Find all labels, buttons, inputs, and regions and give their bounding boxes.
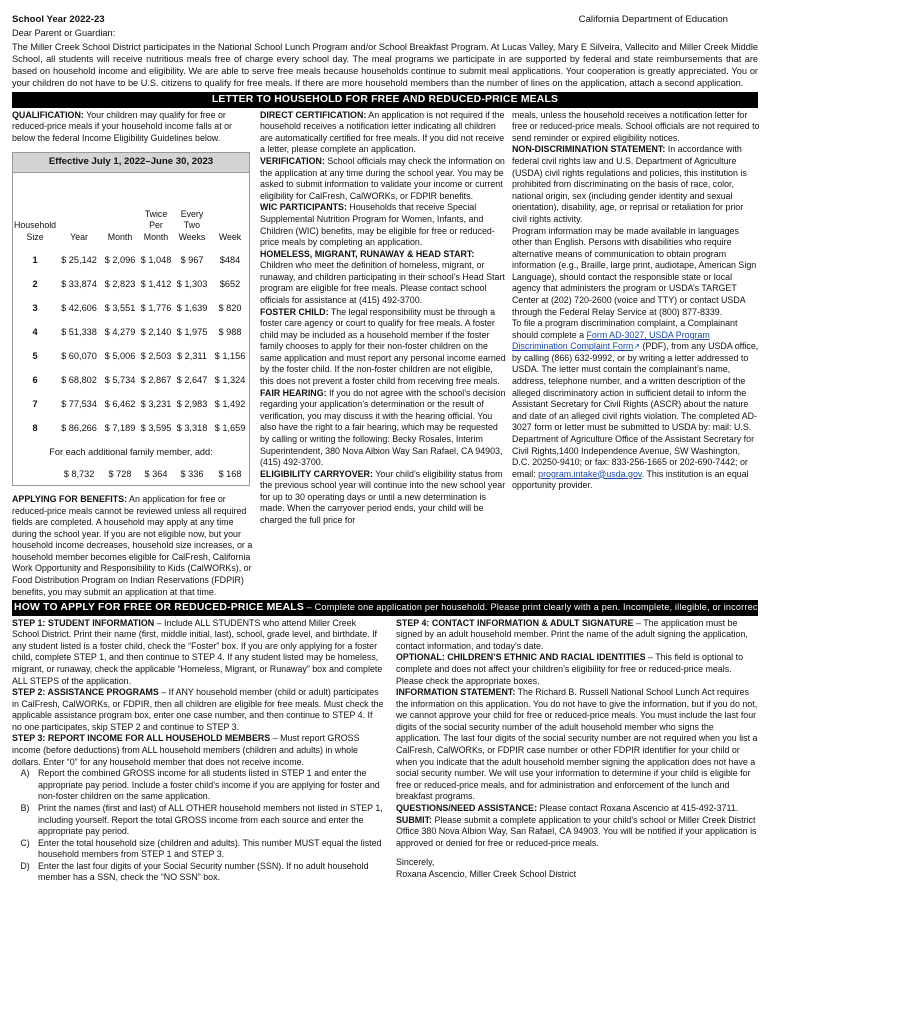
income-cell: $ 1,975	[176, 326, 208, 337]
income-cell: $ 1,048	[140, 254, 172, 265]
col-header: Twice Per Month	[143, 208, 169, 242]
instructions-columns	[12, 618, 758, 884]
carryover-continued: meals, unless the household receives a notification letter for free or reduced-price meals. School officials are not required to send reminder or expired eligibility notices.	[512, 109, 760, 143]
income-cell: $ 5,006	[104, 350, 136, 361]
step-3	[12, 733, 384, 768]
income-cell: $ 51,338	[61, 326, 97, 337]
instructions-left	[12, 618, 384, 884]
item-text: Print the names (first and last) of ALL OTHER household members not listed in STEP 1, including yourself. Report the total GROSS income from each source and enter the appropriate pay period.	[38, 802, 383, 837]
section-text: Your child’s eligibility status from the previous school year will continue into the new school year for up to 30 operating days or until a new determination is made. When the carryover period ends, your child will be charged the full price for	[260, 468, 506, 525]
income-cell: $ 4,279	[104, 326, 136, 337]
col-header: Household Size	[14, 220, 57, 242]
income-cell: $ 1,324	[214, 374, 246, 385]
step-text: – The application must be signed by an adult household member. Print the name of the adult signing the application, contact information, and today’s date.	[396, 617, 748, 651]
step-text: Please contact Roxana Ascencio at 415-492-3711.	[537, 802, 739, 813]
income-cell: $ 2,647	[176, 374, 208, 385]
income-cell: $ 77,534	[61, 398, 97, 409]
section-text: To file a program discrimination complaint, a Complainant should complete a	[512, 318, 738, 340]
income-cell: $ 2,867	[140, 374, 172, 385]
household-size-cell: 5	[32, 350, 38, 361]
column-2	[260, 110, 506, 598]
household-size-cell: 2	[32, 278, 38, 289]
step-label: QUESTIONS/NEED ASSISTANCE:	[396, 802, 538, 813]
step-text: – Must report GROSS income (before deductions) from ALL household members (children and adults) in whole dollars. Enter “0” for any household member that does not receive income.	[12, 733, 360, 767]
household-size-cell: 6	[32, 374, 38, 385]
step-text: Please submit a complete application to your child’s school or Miller Creek District Office 380 Nova Albion Way, San Rafael, CA 94903. You will be notified if your application is approved or denied for free or reduced-price meals.	[396, 814, 757, 848]
step-text: The Richard B. Russell National School Lunch Act requires the information on this application. You do not have to give the information, but if you do not, we cannot approve your child for free or reduced-price meals. You must include the last four digits of the social security number of the adult household member who signs the application. The last four digits of the social security number are not required when you list a CalFresh, CalWORKs, or FDPIR case number or other FDPIR identifier for your child or when you indicate that the adult household member signing the application does not have a social security number. We will use your information to determine if your child is eligible for free or reduced-price meals, and for administration and enforcement of the lunch and breakfast programs.	[396, 687, 758, 802]
income-cell: $ 2,140	[140, 326, 172, 337]
income-cell: $ 6,462	[104, 398, 136, 409]
step-text: – If ANY household member (child or adult) participates in CalFresh, CalWORKs, or FDPIR, then all children are eligible for free meals. Must check the applicable assistance program box, enter one case number, and then continue to STEP 4. If no one participates, skip STEP 2 and continue to STEP 3.	[12, 687, 384, 732]
step-label: INFORMATION STATEMENT:	[396, 687, 516, 698]
col-header: Every Two Weeks	[178, 208, 206, 242]
step-3-item	[12, 803, 384, 838]
item-text: Enter the total household size (children and adults). This number MUST equal the listed household members from STEP 1 and STEP 3.	[38, 837, 382, 860]
item-letter: A)	[20, 768, 30, 779]
section-label: FAIR HEARING:	[260, 387, 327, 398]
step-text: – Include ALL STUDENTS who attend Miller Creek School District. Print their name (first, middle initial, last), school, grade level, and birthdate. If any student listed is a foster child, check the “Foster” box. If you are only applying for a foster child, complete STEP 1, and then continue to STEP 4. If any student listed may be homeless, migrant, or runaway, check the applicable “Homeless, Migrant, or Runaway” box and complete ALL STEPS of the application.	[12, 617, 383, 686]
income-cell: $ 2,823	[104, 278, 136, 289]
step-text: – This field is optional to complete and does not affect your children’s eligibility for free or reduced-price meals. Please check the appropriate boxes.	[396, 652, 744, 686]
income-cell: $ 60,070	[61, 350, 97, 361]
table-row	[13, 321, 249, 345]
table-row	[13, 465, 249, 485]
section-label: NON-DISCRIMINATION STATEMENT:	[512, 144, 666, 155]
section-label: WIC PARTICIPANTS:	[260, 202, 347, 213]
income-cell: $ 7,189	[104, 422, 136, 433]
income-eligibility-table	[12, 152, 250, 485]
income-cell: $ 2,503	[140, 350, 172, 361]
applying-label: APPLYING FOR BENEFITS:	[12, 493, 128, 504]
questions-assistance	[396, 803, 758, 815]
table-row	[13, 297, 249, 321]
step-label: STEP 3: REPORT INCOME FOR ALL HOUSEHOLD MEMBERS	[12, 733, 271, 744]
table-row	[13, 393, 249, 417]
step-1	[12, 618, 384, 687]
section-text: An application is not required if the household receives a notification letter indicating all children are automatically certified for free meals. If you did not receive a letter, please complete an application.	[260, 109, 505, 155]
column-1	[12, 110, 254, 598]
household-size-cell: 3	[32, 302, 38, 313]
qualification-label: QUALIFICATION:	[12, 109, 84, 120]
household-size-cell: 7	[32, 398, 38, 409]
letter-title-banner: LETTER TO HOUSEHOLD FOR FREE AND REDUCED-PRICE MEALS	[12, 92, 758, 108]
col-header: Year	[70, 231, 88, 242]
closing: Sincerely,	[396, 857, 435, 868]
section-label: FOSTER CHILD:	[260, 306, 329, 317]
intro-paragraph: The Miller Creek School District participates in the National School Lunch Program and/or School Breakfast Program. At Lucas Valley, Mary E Silveira, Vallecito and Miller Creek Middle School, all students will receive nutritious meals free of charge every school day. The meal programs we participate in are supported by federal and state reimbursements that are based on household income and eligibility. We are able to serve free meals because households continue to submit meal applications. Your cooperation is greatly appreciated. You or your children do not have to be U.S. citizens to qualify for free meals. If there are more household members than the number of lines on the application, attach a second application.	[12, 42, 758, 89]
income-cell: $ 2,983	[176, 398, 208, 409]
additional-member-cell: $ 336	[180, 468, 204, 479]
table-row	[13, 249, 249, 273]
signer-name: Roxana Ascencio, Miller Creek School District	[396, 868, 577, 879]
income-cell: $ 42,606	[61, 302, 97, 313]
wic-paragraph	[260, 202, 506, 248]
how-to-apply-banner	[12, 600, 903, 616]
agency-name: California Department of Education	[578, 14, 728, 25]
letter-columns	[12, 110, 758, 598]
income-cell: $ 2,311	[176, 350, 207, 361]
step-4	[396, 618, 758, 653]
income-cell: $ 1,776	[140, 302, 172, 313]
step-2	[12, 687, 384, 733]
qualification-paragraph	[12, 110, 254, 145]
optional-ethnic-racial	[396, 652, 758, 687]
income-cell: $ 3,231	[140, 398, 172, 409]
income-cell: $ 2,096	[104, 254, 136, 265]
empty-cell	[13, 465, 57, 485]
income-cell: $ 3,595	[140, 422, 172, 433]
income-cell: $ 988	[218, 326, 242, 337]
applying-text: An application for free or reduced-price meals cannot be reviewed unless all required fields are completed. A household may apply at any time during the school year. If you are not eligible now, but your household income decreases, household size increases, or a household member becomes eligible for CalFresh, California Work Opportunity and Responsibility to Kids (CalWORKs), or Food Distribution Program on Indian Reservations (FDPIR) benefits, you may submit an application at that time.	[12, 493, 253, 597]
section-text: . This institution is an equal opportunity provider.	[512, 468, 749, 491]
income-cell: $ 820	[218, 302, 242, 313]
email-paragraph	[512, 469, 760, 492]
step-3-item	[12, 768, 384, 803]
additional-member-cell: $ 728	[108, 468, 132, 479]
table-row	[13, 273, 249, 297]
income-cell: $ 68,802	[61, 374, 97, 385]
step-label: STEP 1: STUDENT INFORMATION	[12, 617, 155, 628]
information-statement	[396, 687, 758, 803]
complaint-form-link[interactable]: Form AD-3027, USDA Program Discrimination Complaint Form	[512, 329, 710, 352]
table-effective-dates: Effective July 1, 2022–June 30, 2023	[13, 153, 249, 172]
item-letter: B)	[20, 802, 30, 813]
income-cell: $ 5,734	[104, 374, 136, 385]
complaint-paragraph	[512, 318, 760, 469]
greeting: Dear Parent or Guardian:	[12, 28, 116, 39]
income-cell: $ 1,412	[140, 278, 172, 289]
col-header: Month	[107, 231, 133, 242]
usda-email-link[interactable]: program.intake@usda.gov	[538, 468, 642, 479]
fair-hearing-paragraph	[260, 388, 506, 469]
program-info-paragraph: Program information may be made available in languages other than English. Persons with disabilities who require alternative means of communication to obtain program information (e.g., Braille, large print, audiotape, American Sign Language), should contact the responsible state or local agency that administers the program or USDA’s TARGET Center at (202) 720-2600 (voice and TTY) or contact USDA through the Federal Relay Service at (800) 877-8339.	[512, 225, 757, 317]
section-text: Households that receive Special Supplemental Nutrition Program for Women, Infants, and Children (WIC) benefits, may be eligible for free or reduced-price meals by completing an application.	[260, 202, 495, 248]
carryover-paragraph	[260, 469, 506, 527]
table-row	[13, 417, 249, 441]
section-label: ELIGIBILITY CARRYOVER:	[260, 468, 373, 479]
income-cell: $484	[219, 254, 241, 265]
section-text: In accordance with federal civil rights law and U.S. Department of Agriculture (USDA) civil rights regulations and policies, this institution is prohibited from discriminating on the basis of race, color, national origin, sex (including gender identity and sexual orientation), disability, age, or reprisal or retaliation for prior civil rights activity.	[512, 144, 747, 224]
income-cell: $ 33,874	[61, 278, 97, 289]
table-row	[13, 441, 249, 465]
signature-block	[396, 857, 758, 880]
income-cell: $ 25,142	[61, 254, 97, 265]
additional-member-cell: $ 364	[144, 468, 168, 479]
step-3-item	[12, 861, 384, 884]
section-label: HOMELESS, MIGRANT, RUNAWAY & HEAD START:	[260, 248, 475, 259]
letter-header	[12, 14, 758, 26]
household-size-cell: 1	[32, 254, 38, 265]
table-header-row	[13, 173, 249, 249]
additional-member-cell: $ 168	[218, 468, 242, 479]
item-letter: D)	[20, 860, 30, 871]
nondiscrimination-paragraph	[512, 144, 760, 225]
school-year: School Year 2022-23	[12, 14, 105, 25]
applying-paragraph	[12, 494, 254, 598]
step-label: SUBMIT:	[396, 814, 432, 825]
income-cell: $ 86,266	[61, 422, 97, 433]
qualification-text: Your children may qualify for free or reduced-price meals if your household income falls at or below the federal Income Eligibility Guidelines below.	[12, 109, 233, 143]
additional-member-label: For each additional family member, add:	[49, 446, 213, 457]
section-text: School officials may check the information on the application at any time during the school year. You may be asked to submit information to validate your income or current eligibility for CalFresh, CalWORKs, or FDPIR benefits.	[260, 156, 505, 201]
how-to-apply-instructions: – Complete one application per household. Please print clearly with a pen. Incomplete, illegible, or incorrect information will delay processing.	[303, 602, 903, 613]
foster-paragraph	[260, 307, 506, 388]
section-text: If you do not agree with the school’s decision regarding your application’s determination or the result of verification, you may discuss it with the hearing official. You also have the right to a fair hearing, which may be requested by calling or writing the following: Becky Rosales, Interim Superintendent, 380 Nova Albion Way San Rafael, CA 94903, (415) 492-3700.	[260, 387, 506, 468]
income-cell: $ 967	[180, 254, 204, 265]
homeless-paragraph	[260, 249, 506, 307]
income-cell: $ 1,492	[214, 398, 246, 409]
section-label: VERIFICATION:	[260, 156, 325, 167]
income-cell: $ 1,659	[214, 422, 246, 433]
column-3	[512, 110, 760, 598]
income-cell: $ 3,551	[104, 302, 136, 313]
income-cell: $ 3,318	[176, 422, 208, 433]
item-letter: C)	[20, 837, 30, 848]
step-label: OPTIONAL: CHILDREN’S ETHNIC AND RACIAL IDENTITIES	[396, 652, 646, 663]
section-text: The legal responsibility must be through a foster care agency or court to qualify for free meals. A foster child may be included as a household member if the foster family chooses to apply for their non-foster children on the same application and must report any personal income earned by the foster child. If the non-foster children are not eligible, this does not prevent a foster child from receiving free meals.	[260, 306, 506, 387]
item-text: Enter the last four digits of your Social Security number (SSN). If no adult household member has a SSN, check the “NO SSN” box.	[38, 860, 369, 883]
step-label: STEP 4: CONTACT INFORMATION & ADULT SIGNATURE	[396, 617, 634, 628]
section-text: (PDF), from any USDA office, by calling (866) 632-9992, or by writing a letter addressed to USDA. The letter must contain the complainant’s name, address, telephone number, and a written description of the alleged discriminatory action in sufficient detail to inform the Assistant Secretary for Civil Rights (ASCR) about the nature and date of an alleged civil rights violation. The completed AD-3027 form or letter must be submitted to USDA by: mail: U.S. Department of Agriculture Office of the Assistant Secretary for Civil Rights,1400 Independence Avenue, SW Washington, D.C. 20250-9410; or fax: 833-256-1665 or 202-690-7442; or	[512, 341, 759, 468]
household-size-cell: 4	[32, 326, 38, 337]
how-to-apply-title: HOW TO APPLY FOR FREE OR REDUCED-PRICE MEALS	[14, 602, 304, 614]
income-cell: $ 1,303	[176, 278, 208, 289]
section-label: DIRECT CERTIFICATION:	[260, 109, 367, 120]
income-cell: $652	[219, 278, 241, 289]
direct-certification-paragraph	[260, 110, 506, 156]
submit-instructions	[396, 815, 758, 850]
item-text: Report the combined GROSS income for all students listed in STEP 1 and enter the appropriate pay period. Include a foster child’s income if you are applying for foster and non-foster children on the same application.	[38, 768, 380, 802]
external-link-icon: ↗	[633, 342, 641, 352]
col-header: Week	[218, 231, 242, 242]
step-label: STEP 2: ASSISTANCE PROGRAMS	[12, 687, 159, 698]
income-cell: $ 1,639	[176, 302, 208, 313]
table-row	[13, 369, 249, 393]
income-cell: $ 1,156	[214, 350, 246, 361]
instructions-right	[396, 618, 758, 884]
step-3-item	[12, 838, 384, 861]
verification-paragraph	[260, 156, 506, 202]
additional-member-cell: $ 8,732	[63, 468, 95, 479]
section-text: Children who meet the definition of homeless, migrant, or runaway, and children participating in their school’s Head Start program are eligible for free meals. Please contact school officials for assistance at (415) 492-3700.	[260, 260, 505, 305]
table-row	[13, 345, 249, 369]
household-size-cell: 8	[32, 422, 38, 433]
section-text: email:	[512, 468, 539, 479]
